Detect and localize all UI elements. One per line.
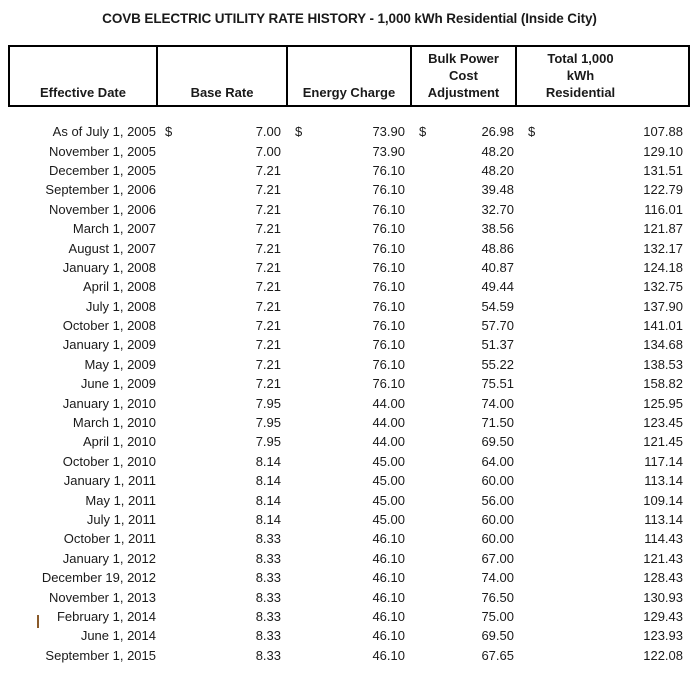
cell-value: 55.22 — [481, 356, 514, 372]
cell-value: 121.45 — [643, 434, 683, 450]
cell-effective-date: September 1, 2006 — [45, 182, 156, 198]
cell-base-rate — [158, 609, 288, 624]
table-row — [8, 626, 690, 645]
cell-value: 45.00 — [372, 512, 405, 527]
cell-value: 74.00 — [481, 395, 514, 411]
cell-value: 7.95 — [255, 415, 281, 431]
cell-base-rate — [158, 454, 288, 469]
cell-value: 46.10 — [372, 647, 405, 663]
cell-base-rate — [158, 163, 288, 178]
cell-value: 117.14 — [644, 453, 683, 469]
cell-base-rate — [158, 337, 288, 352]
cell-value: 7.21 — [255, 356, 281, 372]
column-header-base-rate: Base Rate — [158, 47, 288, 105]
cell-energy-charge — [288, 318, 412, 333]
table-row — [8, 549, 690, 568]
table-row — [8, 413, 690, 432]
cell-value: 69.50 — [481, 628, 514, 644]
cell-energy-charge — [288, 144, 412, 159]
cell-base-rate — [158, 299, 288, 314]
cell-bulk-power-cost-adjustment — [412, 473, 521, 488]
cell-value: 132.75 — [643, 279, 683, 295]
cell-energy-charge — [288, 376, 412, 391]
cell-total-residential — [521, 648, 690, 663]
cell-value: 67.65 — [481, 647, 514, 663]
cell-bulk-power-cost-adjustment — [412, 628, 521, 643]
cell-bulk-power-cost-adjustment — [412, 434, 521, 449]
cell-base-rate — [158, 221, 288, 236]
cell-effective-date: As of July 1, 2005 — [52, 124, 156, 140]
cell-value: 124.18 — [643, 259, 683, 275]
cell-value: 76.10 — [372, 162, 405, 178]
cell-effective-date: January 1, 2008 — [62, 259, 156, 275]
cell-total-residential — [521, 434, 690, 449]
cell-value: 39.48 — [481, 182, 514, 198]
cell-bulk-power-cost-adjustment — [412, 318, 521, 333]
cell-bulk-power-cost-adjustment — [412, 221, 521, 236]
cell-energy-charge — [288, 493, 412, 508]
cell-value: 7.21 — [255, 376, 281, 392]
cell-value: 114.43 — [644, 531, 683, 547]
cell-value: 48.20 — [481, 162, 514, 178]
cell-value: 48.20 — [481, 143, 514, 159]
cell-effective-date: August 1, 2007 — [68, 240, 156, 256]
cell-value: 8.14 — [255, 512, 281, 527]
cell-base-rate — [158, 434, 288, 449]
cell-effective-date: January 1, 2009 — [62, 337, 156, 353]
cell-value: 8.33 — [255, 531, 281, 547]
cell-value: 8.33 — [255, 628, 281, 644]
cell-value: 113.14 — [644, 512, 683, 527]
cell-effective-date: June 1, 2014 — [80, 628, 156, 644]
table-row — [8, 471, 690, 490]
cell-value: 8.14 — [255, 473, 281, 489]
cell-energy-charge — [288, 202, 412, 217]
cell-energy-charge — [288, 182, 412, 197]
cell-value: 7.21 — [255, 182, 281, 198]
cell-base-rate — [158, 628, 288, 643]
cell-value: 8.33 — [255, 570, 281, 586]
cell-value: 134.68 — [643, 337, 683, 353]
cell-total-residential — [521, 512, 690, 527]
cell-value: 7.21 — [255, 162, 281, 178]
cell-value: 7.21 — [255, 337, 281, 353]
cell-value: 121.87 — [643, 221, 683, 237]
cell-value: 123.93 — [643, 628, 683, 644]
cell-energy-charge — [288, 415, 412, 430]
cell-value: 8.14 — [255, 492, 281, 508]
cell-value: 137.90 — [643, 298, 683, 314]
cell-bulk-power-cost-adjustment — [412, 493, 521, 508]
cell-energy-charge — [288, 570, 412, 585]
cell-effective-date: July 1, 2011 — [86, 512, 156, 527]
cell-effective-date: June 1, 2009 — [80, 376, 156, 392]
cell-value: 76.10 — [372, 221, 405, 237]
cell-value: 69.50 — [481, 434, 514, 450]
cell-effective-date: March 1, 2007 — [72, 221, 156, 237]
cell-bulk-power-cost-adjustment — [412, 124, 521, 139]
cell-value: 60.00 — [481, 473, 514, 489]
cell-value: 76.10 — [372, 279, 405, 295]
cell-total-residential — [521, 531, 690, 546]
cell-value: 132.17 — [643, 240, 683, 256]
cell-energy-charge — [288, 124, 412, 139]
cell-value: 71.50 — [481, 415, 514, 431]
cell-value: 7.21 — [255, 318, 281, 334]
cell-total-residential — [521, 357, 690, 372]
cell-value: 7.95 — [255, 434, 281, 450]
currency-symbol: $ — [295, 124, 303, 140]
cell-value: 130.93 — [643, 589, 683, 605]
cell-value: 76.50 — [481, 589, 514, 605]
cell-total-residential — [521, 609, 690, 624]
table-row — [8, 316, 690, 335]
cell-bulk-power-cost-adjustment — [412, 609, 521, 624]
table-row — [8, 432, 690, 451]
cell-energy-charge — [288, 163, 412, 178]
cell-value: 73.90 — [372, 124, 405, 140]
cell-value: 46.10 — [372, 531, 405, 547]
cell-effective-date: October 1, 2008 — [62, 318, 156, 334]
cell-value: 8.14 — [255, 453, 281, 469]
currency-symbol: $ — [528, 124, 536, 140]
cell-value: 7.21 — [255, 298, 281, 314]
cell-base-rate — [158, 551, 288, 566]
cell-value: 57.70 — [481, 318, 514, 334]
table-body — [8, 122, 690, 665]
cell-value: 8.33 — [255, 608, 281, 624]
table-row — [8, 122, 690, 141]
table-row — [8, 219, 690, 238]
cell-value: 7.21 — [255, 279, 281, 295]
cell-base-rate — [158, 648, 288, 663]
cell-energy-charge — [288, 221, 412, 236]
cell-base-rate — [158, 415, 288, 430]
cell-bulk-power-cost-adjustment — [412, 376, 521, 391]
cell-value: 51.37 — [481, 337, 514, 353]
cell-value: 7.21 — [255, 221, 281, 237]
cell-bulk-power-cost-adjustment — [412, 279, 521, 294]
cell-value: 46.10 — [372, 550, 405, 566]
cell-energy-charge — [288, 531, 412, 546]
cell-value: 8.33 — [255, 589, 281, 605]
cell-energy-charge — [288, 299, 412, 314]
cell-value: 76.10 — [372, 318, 405, 334]
cell-total-residential — [521, 454, 690, 469]
cell-energy-charge — [288, 473, 412, 488]
cell-value: 109.14 — [643, 492, 683, 508]
table-row — [8, 238, 690, 257]
cell-total-residential — [521, 299, 690, 314]
cell-bulk-power-cost-adjustment — [412, 163, 521, 178]
cell-base-rate — [158, 376, 288, 391]
cell-energy-charge — [288, 590, 412, 605]
cell-energy-charge — [288, 434, 412, 449]
cell-effective-date: September 1, 2015 — [45, 647, 156, 663]
column-header-bulk-power-cost-adjustment: Bulk Power Cost Adjustment — [412, 47, 517, 105]
table-row — [8, 355, 690, 374]
cell-total-residential — [521, 473, 690, 488]
cell-bulk-power-cost-adjustment — [412, 241, 521, 256]
cell-value: 46.10 — [372, 628, 405, 644]
cell-value: 7.21 — [255, 240, 281, 256]
table-row — [8, 646, 690, 665]
cell-value: 8.33 — [255, 550, 281, 566]
cell-value: 38.56 — [481, 221, 514, 237]
table-row — [8, 335, 690, 354]
cell-value: 7.00 — [255, 124, 281, 140]
cell-bulk-power-cost-adjustment — [412, 396, 521, 411]
cell-base-rate — [158, 396, 288, 411]
cell-value: 128.43 — [643, 570, 683, 586]
cell-value: 73.90 — [372, 143, 405, 159]
cell-value: 121.43 — [643, 550, 683, 566]
cell-value: 76.10 — [372, 298, 405, 314]
cell-effective-date: November 1, 2005 — [49, 143, 156, 159]
cell-effective-date: December 1, 2005 — [49, 162, 156, 178]
cell-effective-date: March 1, 2010 — [72, 415, 156, 431]
cell-bulk-power-cost-adjustment — [412, 512, 521, 527]
cell-base-rate — [158, 531, 288, 546]
cell-value: 138.53 — [643, 356, 683, 372]
cell-total-residential — [521, 337, 690, 352]
cell-value: 125.95 — [643, 395, 683, 411]
cell-effective-date: April 1, 2008 — [83, 279, 156, 295]
cell-value: 45.00 — [372, 473, 405, 489]
cell-energy-charge — [288, 260, 412, 275]
cell-base-rate — [158, 318, 288, 333]
table-row — [8, 180, 690, 199]
cell-value: 76.10 — [372, 259, 405, 275]
cell-value: 158.82 — [643, 376, 683, 392]
cell-energy-charge — [288, 551, 412, 566]
cell-total-residential — [521, 182, 690, 197]
cell-base-rate — [158, 182, 288, 197]
cell-value: 76.10 — [372, 201, 405, 217]
cell-value: 141.01 — [643, 318, 683, 334]
cell-value: 26.98 — [481, 124, 514, 140]
cell-value: 76.10 — [372, 240, 405, 256]
rate-history-table — [8, 45, 690, 665]
cell-effective-date: November 1, 2006 — [49, 201, 156, 217]
cell-total-residential — [521, 124, 690, 139]
cell-effective-date: July 1, 2008 — [85, 298, 156, 314]
cell-bulk-power-cost-adjustment — [412, 202, 521, 217]
cell-base-rate — [158, 241, 288, 256]
cell-value: 44.00 — [372, 395, 405, 411]
cell-value: 75.00 — [481, 608, 514, 624]
cell-value: 76.10 — [372, 182, 405, 198]
cell-value: 46.10 — [372, 608, 405, 624]
cell-value: 45.00 — [372, 492, 405, 508]
table-row — [8, 510, 690, 529]
cell-value: 46.10 — [372, 570, 405, 586]
cell-value: 7.21 — [255, 259, 281, 275]
cell-value: 45.00 — [372, 453, 405, 469]
table-row — [8, 587, 690, 606]
cell-effective-date: January 1, 2010 — [62, 395, 156, 411]
cell-effective-date: May 1, 2009 — [84, 356, 156, 372]
cell-energy-charge — [288, 396, 412, 411]
cell-effective-date: May 1, 2011 — [85, 492, 156, 508]
currency-symbol: $ — [419, 124, 427, 140]
cell-bulk-power-cost-adjustment — [412, 182, 521, 197]
cell-value: 7.21 — [255, 201, 281, 217]
cell-energy-charge — [288, 512, 412, 527]
cell-effective-date: December 19, 2012 — [41, 570, 156, 586]
cell-value: 129.43 — [643, 608, 683, 624]
cell-total-residential — [521, 202, 690, 217]
cell-total-residential — [521, 144, 690, 159]
cell-base-rate — [158, 202, 288, 217]
cell-total-residential — [521, 590, 690, 605]
cell-effective-date: January 1, 2012 — [62, 550, 156, 566]
cell-value: 54.59 — [481, 298, 514, 314]
cell-effective-date: April 1, 2010 — [83, 434, 156, 450]
cell-value: 60.00 — [481, 512, 514, 527]
table-row — [8, 258, 690, 277]
cell-total-residential — [521, 318, 690, 333]
cell-value: 7.00 — [255, 143, 281, 159]
cell-value: 32.70 — [481, 201, 514, 217]
cell-total-residential — [521, 260, 690, 275]
cell-value: 8.33 — [255, 647, 281, 663]
cell-effective-date: February 1, 2014 — [56, 608, 156, 624]
cell-value: 74.00 — [481, 570, 514, 586]
cell-bulk-power-cost-adjustment — [412, 357, 521, 372]
cell-value: 49.44 — [481, 279, 514, 295]
cell-value: 122.79 — [643, 182, 683, 198]
cell-value: 129.10 — [643, 143, 683, 159]
table-header-row — [8, 45, 690, 107]
cell-value: 48.86 — [481, 240, 514, 256]
cell-base-rate — [158, 260, 288, 275]
cell-value: 60.00 — [481, 531, 514, 547]
cell-bulk-power-cost-adjustment — [412, 570, 521, 585]
table-row — [8, 568, 690, 587]
column-header-energy-charge: Energy Charge — [288, 47, 412, 105]
table-row — [8, 277, 690, 296]
cell-value: 123.45 — [643, 415, 683, 431]
table-row — [8, 374, 690, 393]
table-row — [8, 607, 690, 626]
cell-base-rate — [158, 473, 288, 488]
table-row — [8, 529, 690, 548]
cell-bulk-power-cost-adjustment — [412, 454, 521, 469]
cell-base-rate — [158, 570, 288, 585]
table-row — [8, 393, 690, 412]
cell-value: 107.88 — [643, 124, 683, 140]
cell-bulk-power-cost-adjustment — [412, 144, 521, 159]
cell-value: 67.00 — [481, 550, 514, 566]
cell-energy-charge — [288, 609, 412, 624]
cell-effective-date: January 1, 2011 — [63, 473, 156, 489]
cell-total-residential — [521, 279, 690, 294]
cell-total-residential — [521, 396, 690, 411]
cell-energy-charge — [288, 241, 412, 256]
cell-energy-charge — [288, 648, 412, 663]
cell-value: 44.00 — [372, 415, 405, 431]
cell-value: 75.51 — [481, 376, 514, 392]
cell-bulk-power-cost-adjustment — [412, 337, 521, 352]
cell-energy-charge — [288, 279, 412, 294]
cell-total-residential — [521, 376, 690, 391]
cell-value: 113.14 — [644, 473, 683, 489]
cell-bulk-power-cost-adjustment — [412, 415, 521, 430]
currency-symbol: $ — [165, 124, 173, 140]
cell-total-residential — [521, 493, 690, 508]
cell-base-rate — [158, 144, 288, 159]
cell-bulk-power-cost-adjustment — [412, 260, 521, 275]
cell-energy-charge — [288, 628, 412, 643]
cell-value: 64.00 — [481, 453, 514, 469]
cell-total-residential — [521, 415, 690, 430]
table-row — [8, 452, 690, 471]
table-row — [8, 490, 690, 509]
cell-value: 76.10 — [372, 356, 405, 372]
cell-total-residential — [521, 241, 690, 256]
cell-value: 40.87 — [481, 259, 514, 275]
column-header-total-residential: Total 1,000 kWh Residential — [545, 51, 616, 101]
cell-energy-charge — [288, 454, 412, 469]
column-header-effective-date: Effective Date — [10, 47, 158, 105]
cell-base-rate — [158, 124, 288, 139]
cell-effective-date: October 1, 2011 — [63, 531, 156, 547]
cell-value: 44.00 — [372, 434, 405, 450]
cell-total-residential — [521, 221, 690, 236]
cell-total-residential — [521, 570, 690, 585]
cell-value: 131.51 — [643, 162, 683, 178]
table-row — [8, 297, 690, 316]
cell-effective-date: November 1, 2013 — [49, 589, 156, 605]
cell-bulk-power-cost-adjustment — [412, 299, 521, 314]
cell-effective-date: October 1, 2010 — [62, 453, 156, 469]
page-title: COVB ELECTRIC UTILITY RATE HISTORY - 1,000 kWh Residential (Inside City) — [102, 11, 597, 26]
cell-value: 76.10 — [372, 376, 405, 392]
cell-bulk-power-cost-adjustment — [412, 648, 521, 663]
cell-value: 116.01 — [644, 201, 683, 217]
artifact-mark — [37, 615, 39, 628]
cell-value: 46.10 — [372, 589, 405, 605]
cell-value: 76.10 — [372, 337, 405, 353]
cell-total-residential — [521, 628, 690, 643]
cell-value: 122.08 — [643, 647, 683, 663]
cell-energy-charge — [288, 357, 412, 372]
cell-value: 56.00 — [481, 492, 514, 508]
cell-base-rate — [158, 279, 288, 294]
cell-base-rate — [158, 493, 288, 508]
cell-value: 7.95 — [255, 395, 281, 411]
cell-base-rate — [158, 512, 288, 527]
table-row — [8, 141, 690, 160]
table-row — [8, 200, 690, 219]
cell-base-rate — [158, 357, 288, 372]
cell-bulk-power-cost-adjustment — [412, 551, 521, 566]
cell-total-residential — [521, 163, 690, 178]
table-row — [8, 161, 690, 180]
cell-total-residential — [521, 551, 690, 566]
cell-bulk-power-cost-adjustment — [412, 531, 521, 546]
cell-energy-charge — [288, 337, 412, 352]
cell-base-rate — [158, 590, 288, 605]
cell-bulk-power-cost-adjustment — [412, 590, 521, 605]
